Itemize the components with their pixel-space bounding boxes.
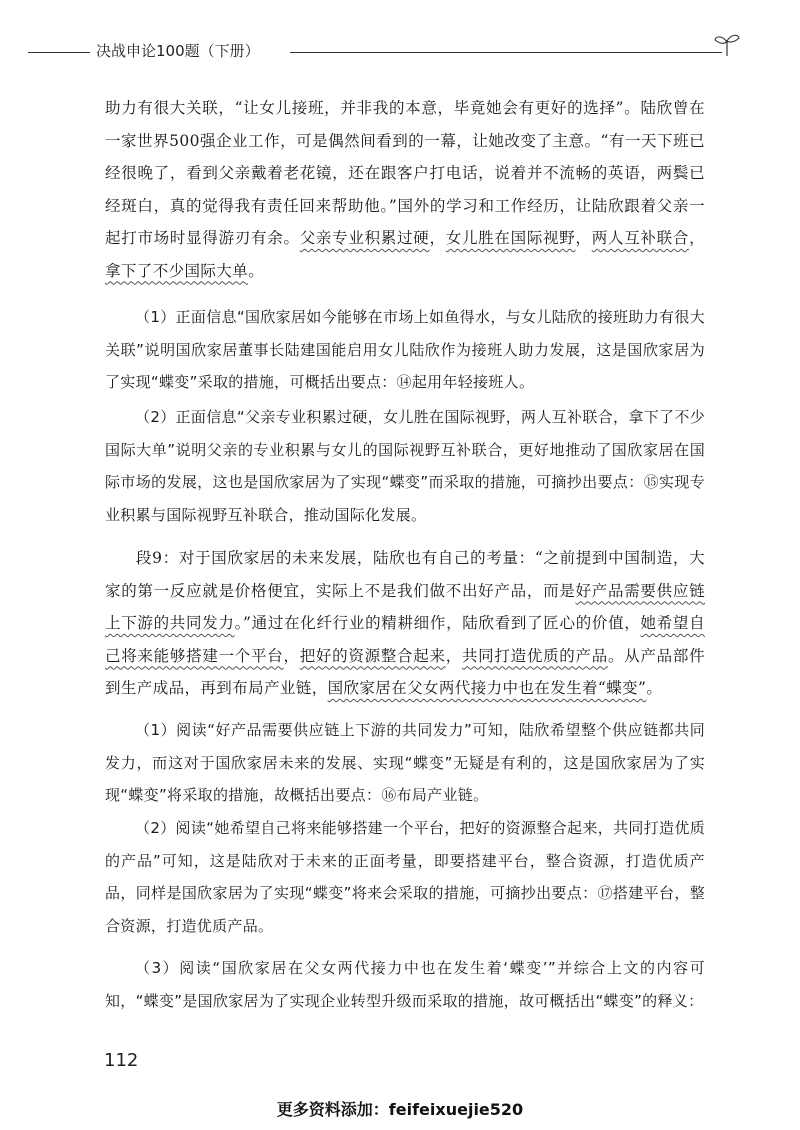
header-rule-left: [28, 52, 90, 53]
punctuation: ，: [429, 229, 446, 247]
page-number: 112: [104, 1050, 139, 1071]
underlined-phrase: 好产品需要供应链上下游的共同发力: [105, 581, 706, 632]
underlined-phrase: 拿下了不少国际大单: [105, 261, 249, 280]
underlined-phrase: 共同打造优质的产品: [461, 646, 608, 665]
passage-text: 段9：对于国欣家居的未来发展，陆欣也有自己的考量：“之前提到中国制造，大家的第一反应就是价格便宜，实际上不是我们做不出好产品，而是: [105, 549, 705, 600]
underlined-phrase: 国欣家居在父女两代接力中也在发生着“蝶变”: [327, 679, 647, 697]
underlined-phrase: 她希望自己将来能够搭建一个平台: [105, 614, 706, 665]
passage-text: 。从产品部件到生产成品，再到布局产业链，: [105, 646, 705, 697]
punctuation: 。: [248, 261, 265, 280]
running-header: [28, 38, 728, 68]
book-title: 决战申论100题（下册）: [96, 42, 260, 60]
passage-paragraph-8: [105, 92, 705, 287]
punctuation: ，: [575, 229, 592, 247]
header-rule-right: [290, 52, 722, 53]
analysis-item: （1）正面信息“国欣家居如今能够在市场上如鱼得水，与女儿陆欣的接班助力有很大关联”说明国欣家居董事长陆建国能启用女儿陆欣作为接班人助力发展，这是国欣家居为了实现“蝶变”采取的措施，可概括出要点：⑭起用年轻接班人。: [105, 308, 705, 391]
punctuation: 。: [646, 679, 663, 697]
punctuation: ，: [689, 229, 705, 247]
analysis-item: （2）正面信息“父亲专业积累过硬，女儿胜在国际视野，两人互补联合，拿下了不少国际大单”说明父亲的专业积累与女儿的国际视野互补联合，更好地推动了国欣家居在国际市场的发展，这也是国欣家居为了实现“蝶变”而采取的措施，可摘抄出要点：⑮实现专业积累与国际视野互补联合，推动国际化发展。: [105, 408, 705, 524]
punctuation: ，: [283, 646, 300, 665]
underlined-phrase: 女儿胜在国际视野: [445, 229, 576, 247]
passage-paragraph-9: [105, 542, 705, 705]
underlined-phrase: 两人互补联合: [591, 229, 690, 247]
analysis-item: （2）阅读“她希望自己将来能够搭建一个平台，把好的资源整合起来，共同打造优质的产品”可知，这是陆欣对于未来的正面考量，即要搭建平台，整合资源，打造优质产品，同样是国欣家居为了实现“蝶变”将来会采取的措施，可摘抄出要点：⑰搭建平台，整合资源，打造优质产品。: [105, 819, 705, 935]
analysis-item: （1）阅读“好产品需要供应链上下游的共同发力”可知，陆欣希望整个供应链都共同发力，而这对于国欣家居未来的发展、实现“蝶变”无疑是有利的，这是国欣家居为了实现“蝶变”将采取的措施，故概括出要点：⑯布局产业链。: [105, 721, 705, 804]
passage-text: 助力有很大关联，“让女儿接班，并非我的本意，毕竟她会有更好的选择”。陆欣曾在一家世界500强企业工作，可是偶然间看到的一幕，让她改变了主意。“有一天下班已经很晚了，看到父亲戴着老花镜，还在跟客户打电话，说着并不流畅的英语，两鬓已经斑白，真的觉得我有责任回来帮助他。”国外的学习和工作经历，让陆欣跟着父亲一起打市场时显得游刃有余。: [105, 99, 705, 247]
punctuation: ，: [445, 646, 462, 665]
sprout-icon: [712, 32, 742, 58]
analysis-item: （3）阅读“国欣家居在父女两代接力中也在发生着‘蝶变’”并综合上文的内容可知，“蝶变”是国欣家居为了实现企业转型升级而采取的措施，故可概括出“蝶变”的释义：: [105, 959, 705, 1010]
footer-note: 更多资料添加：feifeixuejie520: [276, 1100, 524, 1119]
underlined-phrase: 父亲专业积累过硬: [299, 229, 430, 247]
passage-text: 。”通过在化纤行业的精耕细作，陆欣看到了匠心的价值，: [234, 614, 641, 632]
underlined-phrase: 把好的资源整合起来: [299, 646, 446, 665]
